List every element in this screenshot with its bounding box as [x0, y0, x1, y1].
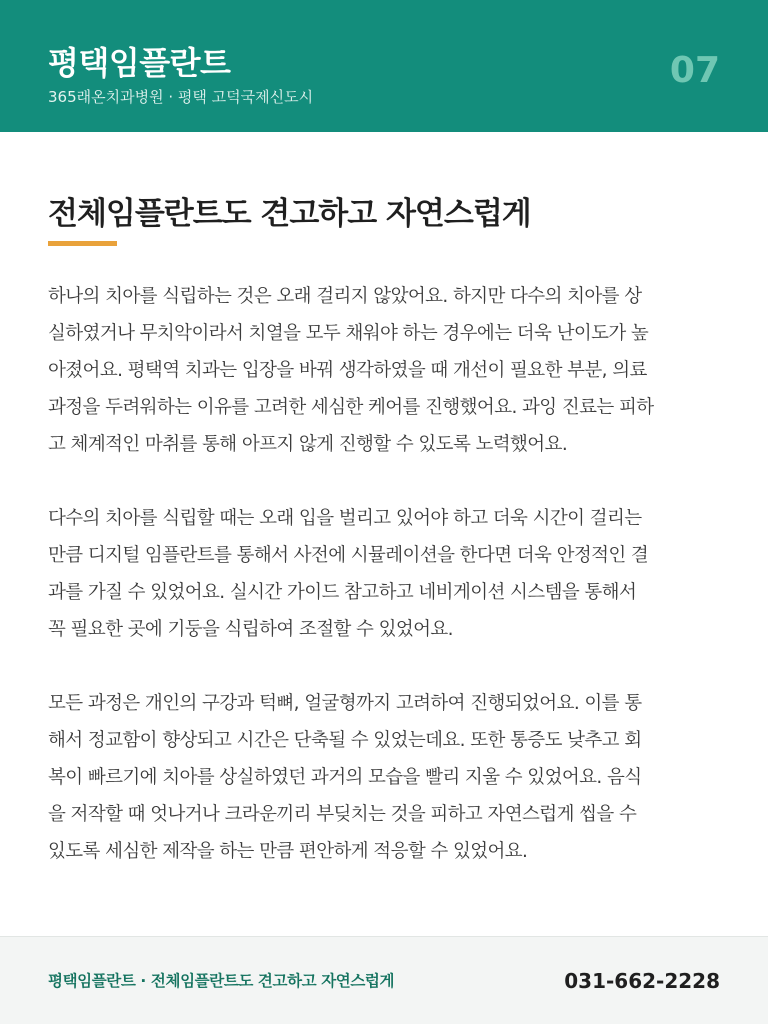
text-line: 있도록 세심한 제작을 하는 만큼 편안하게 적응할 수 있었어요. — [48, 841, 528, 862]
text-line: 복이 빠르기에 치아를 상실하였던 과거의 모습을 빨리 지울 수 있었어요. 음식 — [48, 767, 642, 788]
text-line: 아졌어요. 평택역 치과는 입장을 바꿔 생각하였을 때 개선이 필요한 부분, 의료 — [48, 360, 647, 381]
paragraph-2 — [48, 500, 720, 648]
footer-label: 평택임플란트 · 전체임플란트도 견고하고 자연스럽게 — [48, 972, 395, 990]
text-line: 만큼 디지털 임플란트를 통해서 사전에 시뮬레이션을 한다면 더욱 안정적인 결 — [48, 545, 649, 566]
header-banner — [0, 0, 768, 132]
footer-phone: 031-662-2228 — [564, 969, 720, 993]
text-line: 다수의 치아를 식립할 때는 오래 입을 벌리고 있어야 하고 더욱 시간이 걸리는 — [48, 508, 642, 529]
page-number: 07 — [669, 50, 720, 91]
text-line: 해서 정교함이 향상되고 시간은 단축될 수 있었는데요. 또한 통증도 낮추고 회 — [48, 730, 642, 751]
article-body — [48, 278, 720, 907]
text-line: 고 체계적인 마취를 통해 아프지 않게 진행할 수 있도록 노력했어요. — [48, 434, 568, 455]
header-title: 평택임플란트 — [48, 44, 231, 82]
text-line: 하나의 치아를 식립하는 것은 오래 걸리지 않았어요. 하지만 다수의 치아를 상 — [48, 286, 642, 307]
text-line: 과정을 두려워하는 이유를 고려한 세심한 케어를 진행했어요. 과잉 진료는 피하 — [48, 397, 654, 418]
text-line: 을 저작할 때 엇나거나 크라운끼리 부딪치는 것을 피하고 자연스럽게 씹을 수 — [48, 804, 637, 825]
text-line: 모든 과정은 개인의 구강과 턱뼈, 얼굴형까지 고려하여 진행되었어요. 이를 통 — [48, 693, 642, 714]
text-line: 꼭 필요한 곳에 기둥을 식립하여 조절할 수 있었어요. — [48, 619, 453, 640]
paragraph-3 — [48, 685, 720, 870]
article-heading: 전체임플란트도 견고하고 자연스럽게 — [48, 196, 531, 232]
footer-bar — [0, 936, 768, 1024]
heading-underline — [48, 241, 117, 246]
header-subtitle: 365래온치과병원 · 평택 고덕국제신도시 — [48, 88, 314, 106]
text-line: 실하였거나 무치악이라서 치열을 모두 채워야 하는 경우에는 더욱 난이도가 높 — [48, 323, 649, 344]
paragraph-1 — [48, 278, 720, 463]
text-line: 과를 가질 수 있었어요. 실시간 가이드 참고하고 네비게이션 시스템을 통해서 — [48, 582, 637, 603]
